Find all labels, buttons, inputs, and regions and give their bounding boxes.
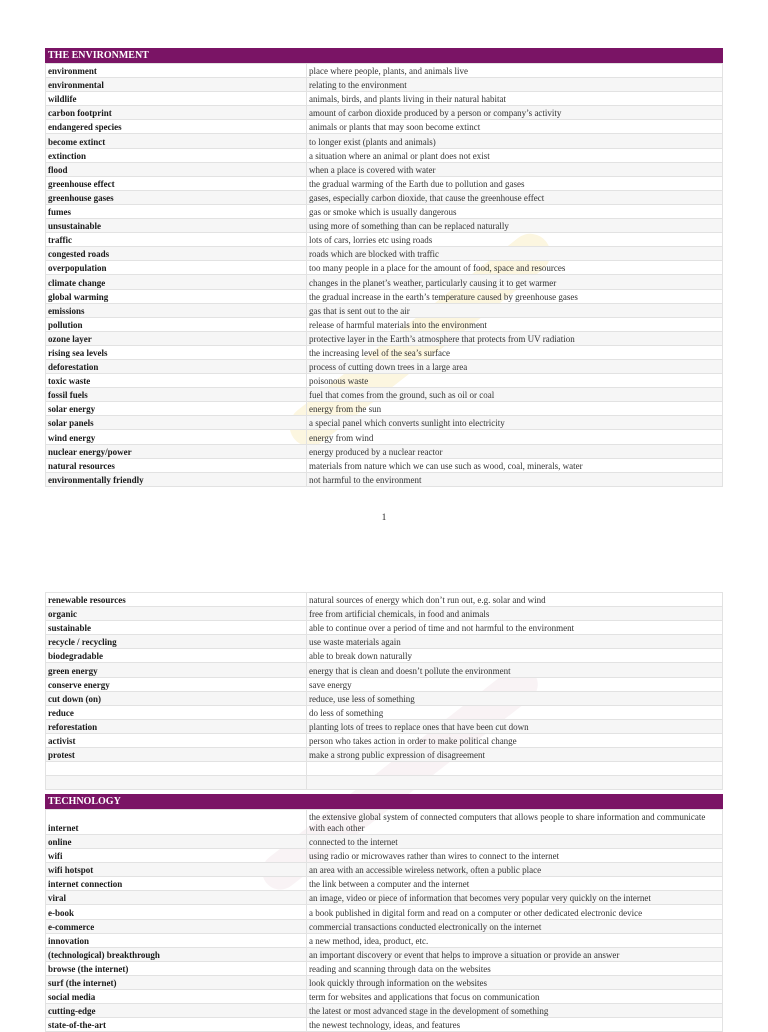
term-cell: surf (the internet) <box>46 975 307 989</box>
term-cell: solar panels <box>46 416 307 430</box>
term-cell: cut down (on) <box>46 691 307 705</box>
definition-cell: connected to the internet <box>307 835 723 849</box>
table-row <box>46 317 723 331</box>
term-cell: renewable resources <box>46 593 307 607</box>
page-number: 1 <box>381 512 387 522</box>
table-row <box>46 134 723 148</box>
term-cell: rising sea levels <box>46 345 307 359</box>
table-row <box>46 835 723 849</box>
table-row <box>46 444 723 458</box>
term-cell: toxic waste <box>46 374 307 388</box>
table-row <box>46 933 723 947</box>
table-row <box>46 947 723 961</box>
table-row <box>46 607 723 621</box>
table-row <box>46 148 723 162</box>
term-cell: environment <box>46 64 307 78</box>
table-row <box>46 303 723 317</box>
term-cell: activist <box>46 733 307 747</box>
term-cell: sustainable <box>46 621 307 635</box>
table-row <box>46 176 723 190</box>
term-cell: extinction <box>46 148 307 162</box>
table-row <box>46 402 723 416</box>
term-cell: natural resources <box>46 458 307 472</box>
table-row <box>46 331 723 345</box>
definition-cell: reading and scanning through data on the websites <box>307 961 723 975</box>
table-row <box>46 705 723 719</box>
definition-cell: animals, birds, and plants living in their natural habitat <box>307 92 723 106</box>
table-row <box>46 891 723 905</box>
definition-cell: protective layer in the Earth’s atmosphere that protects from UV radiation <box>307 331 723 345</box>
definition-cell: the link between a computer and the internet <box>307 877 723 891</box>
term-cell: environmental <box>46 78 307 92</box>
vocab-table <box>45 63 723 487</box>
term-cell: wifi <box>46 849 307 863</box>
definition-cell: not harmful to the environment <box>307 472 723 486</box>
table-row <box>46 289 723 303</box>
term-cell: wifi hotspot <box>46 863 307 877</box>
term-cell: fossil fuels <box>46 388 307 402</box>
term-cell: carbon footprint <box>46 106 307 120</box>
definition-cell: save energy <box>307 677 723 691</box>
table-row <box>46 78 723 92</box>
definition-cell: energy from wind <box>307 430 723 444</box>
table-row <box>46 219 723 233</box>
definition-cell: fuel that comes from the ground, such as oil or coal <box>307 388 723 402</box>
table-row <box>46 345 723 359</box>
definition-cell: free from artificial chemicals, in food and animals <box>307 607 723 621</box>
table-row <box>46 649 723 663</box>
table-row <box>46 233 723 247</box>
definition-cell: release of harmful materials into the environment <box>307 317 723 331</box>
term-cell: reforestation <box>46 719 307 733</box>
section-technology <box>45 794 723 1032</box>
term-cell: reduce <box>46 705 307 719</box>
definition-cell: able to break down naturally <box>307 649 723 663</box>
definition-cell <box>307 762 723 776</box>
definition-cell: energy from the sun <box>307 402 723 416</box>
term-cell: protest <box>46 748 307 762</box>
definition-cell: gas or smoke which is usually dangerous <box>307 204 723 218</box>
definition-cell: a new method, idea, product, etc. <box>307 933 723 947</box>
section-environment <box>45 48 723 487</box>
table-row <box>46 247 723 261</box>
term-cell: state-of-the-art <box>46 1018 307 1032</box>
term-cell: congested roads <box>46 247 307 261</box>
definition-cell: roads which are blocked with traffic <box>307 247 723 261</box>
definition-cell: a book published in digital form and read on a computer or other dedicated electronic device <box>307 905 723 919</box>
definition-cell: too many people in a place for the amount of food, space and resources <box>307 261 723 275</box>
table-row <box>46 719 723 733</box>
definition-cell: using radio or microwaves rather than wires to connect to the internet <box>307 849 723 863</box>
definition-cell: process of cutting down trees in a large area <box>307 359 723 373</box>
term-cell: deforestation <box>46 359 307 373</box>
table-row <box>46 635 723 649</box>
term-cell: wildlife <box>46 92 307 106</box>
definition-cell: materials from nature which we can use such as wood, coal, minerals, water <box>307 458 723 472</box>
table-row <box>46 204 723 218</box>
definition-cell: commercial transactions conducted electronically on the internet <box>307 919 723 933</box>
definition-cell: planting lots of trees to replace ones that have been cut down <box>307 719 723 733</box>
table-row <box>46 359 723 373</box>
table-row <box>46 458 723 472</box>
table-row <box>46 849 723 863</box>
term-cell: browse (the internet) <box>46 961 307 975</box>
definition-cell: the newest technology, ideas, and features <box>307 1018 723 1032</box>
term-cell: solar energy <box>46 402 307 416</box>
table-row <box>46 776 723 790</box>
term-cell: internet connection <box>46 877 307 891</box>
definition-cell: changes in the planet’s weather, particularly causing it to get warmer <box>307 275 723 289</box>
table-row <box>46 92 723 106</box>
table-row <box>46 621 723 635</box>
table-row <box>46 905 723 919</box>
table-row <box>46 388 723 402</box>
vocab-table <box>45 809 723 1032</box>
definition-cell: do less of something <box>307 705 723 719</box>
section-title: THE ENVIRONMENT <box>45 48 723 63</box>
table-row <box>46 416 723 430</box>
term-cell: traffic <box>46 233 307 247</box>
table-row <box>46 430 723 444</box>
term-cell: environmentally friendly <box>46 472 307 486</box>
definition-cell: the gradual increase in the earth’s temperature caused by greenhouse gases <box>307 289 723 303</box>
definition-cell: natural sources of energy which don’t run out, e.g. solar and wind <box>307 593 723 607</box>
term-cell: recycle / recycling <box>46 635 307 649</box>
term-cell: e-commerce <box>46 919 307 933</box>
table-row <box>46 961 723 975</box>
table-row <box>46 663 723 677</box>
term-cell: e-book <box>46 905 307 919</box>
term-cell: greenhouse gases <box>46 190 307 204</box>
table-row <box>46 190 723 204</box>
table-row <box>46 877 723 891</box>
definition-cell: energy produced by a nuclear reactor <box>307 444 723 458</box>
table-row <box>46 975 723 989</box>
definition-cell: make a strong public expression of disagreement <box>307 748 723 762</box>
term-cell: pollution <box>46 317 307 331</box>
term-cell: (technological) breakthrough <box>46 947 307 961</box>
table-row <box>46 733 723 747</box>
table-row <box>46 120 723 134</box>
table-row <box>46 810 723 835</box>
definition-cell: using more of something than can be replaced naturally <box>307 219 723 233</box>
term-cell: green energy <box>46 663 307 677</box>
table-row <box>46 374 723 388</box>
table-row <box>46 1004 723 1018</box>
term-cell: ozone layer <box>46 331 307 345</box>
definition-cell: the gradual warming of the Earth due to pollution and gases <box>307 176 723 190</box>
table-row <box>46 863 723 877</box>
definition-cell: place where people, plants, and animals live <box>307 64 723 78</box>
term-cell: unsustainable <box>46 219 307 233</box>
table-row <box>46 275 723 289</box>
table-row <box>46 1018 723 1032</box>
table-row <box>46 162 723 176</box>
definition-cell: a special panel which converts sunlight into electricity <box>307 416 723 430</box>
table-row <box>46 593 723 607</box>
table-row <box>46 748 723 762</box>
table-row <box>46 677 723 691</box>
definition-cell: relating to the environment <box>307 78 723 92</box>
term-cell: organic <box>46 607 307 621</box>
definition-cell: term for websites and applications that focus on communication <box>307 990 723 1004</box>
vocab-table <box>45 592 723 790</box>
term-cell: global warming <box>46 289 307 303</box>
definition-cell: the extensive global system of connected computers that allows people to share information and communicate with each other <box>307 810 723 835</box>
definition-cell: able to continue over a period of time and not harmful to the environment <box>307 621 723 635</box>
term-cell: social media <box>46 990 307 1004</box>
definition-cell: a situation where an animal or plant does not exist <box>307 148 723 162</box>
term-cell: biodegradable <box>46 649 307 663</box>
definition-cell: when a place is covered with water <box>307 162 723 176</box>
term-cell: overpopulation <box>46 261 307 275</box>
definition-cell: to longer exist (plants and animals) <box>307 134 723 148</box>
term-cell <box>46 762 307 776</box>
definition-cell: amount of carbon dioxide produced by a person or company’s activity <box>307 106 723 120</box>
term-cell: emissions <box>46 303 307 317</box>
term-cell <box>46 776 307 790</box>
definition-cell <box>307 776 723 790</box>
definition-cell: gas that is sent out to the air <box>307 303 723 317</box>
term-cell: innovation <box>46 933 307 947</box>
table-row <box>46 691 723 705</box>
term-cell: endangered species <box>46 120 307 134</box>
section-environment-continued <box>45 592 723 790</box>
table-row <box>46 472 723 486</box>
term-cell: nuclear energy/power <box>46 444 307 458</box>
term-cell: conserve energy <box>46 677 307 691</box>
term-cell: become extinct <box>46 134 307 148</box>
table-row <box>46 919 723 933</box>
term-cell: internet <box>46 810 307 835</box>
definition-cell: animals or plants that may soon become extinct <box>307 120 723 134</box>
definition-cell: the latest or most advanced stage in the development of something <box>307 1004 723 1018</box>
term-cell: fumes <box>46 204 307 218</box>
definition-cell: lots of cars, lorries etc using roads <box>307 233 723 247</box>
definition-cell: an area with an accessible wireless network, often a public place <box>307 863 723 877</box>
definition-cell: reduce, use less of something <box>307 691 723 705</box>
definition-cell: the increasing level of the sea’s surface <box>307 345 723 359</box>
term-cell: viral <box>46 891 307 905</box>
definition-cell: an image, video or piece of information that becomes very popular very quickly on the internet <box>307 891 723 905</box>
definition-cell: use waste materials again <box>307 635 723 649</box>
definition-cell: poisonous waste <box>307 374 723 388</box>
term-cell: greenhouse effect <box>46 176 307 190</box>
section-title: TECHNOLOGY <box>45 794 723 809</box>
definition-cell: gases, especially carbon dioxide, that cause the greenhouse effect <box>307 190 723 204</box>
term-cell: cutting-edge <box>46 1004 307 1018</box>
table-row <box>46 261 723 275</box>
table-row <box>46 762 723 776</box>
term-cell: flood <box>46 162 307 176</box>
definition-cell: energy that is clean and doesn’t pollute the environment <box>307 663 723 677</box>
term-cell: online <box>46 835 307 849</box>
table-row <box>46 64 723 78</box>
table-row <box>46 990 723 1004</box>
term-cell: wind energy <box>46 430 307 444</box>
term-cell: climate change <box>46 275 307 289</box>
table-row <box>46 106 723 120</box>
definition-cell: an important discovery or event that helps to improve a situation or provide an answer <box>307 947 723 961</box>
definition-cell: look quickly through information on the websites <box>307 975 723 989</box>
definition-cell: person who takes action in order to make political change <box>307 733 723 747</box>
